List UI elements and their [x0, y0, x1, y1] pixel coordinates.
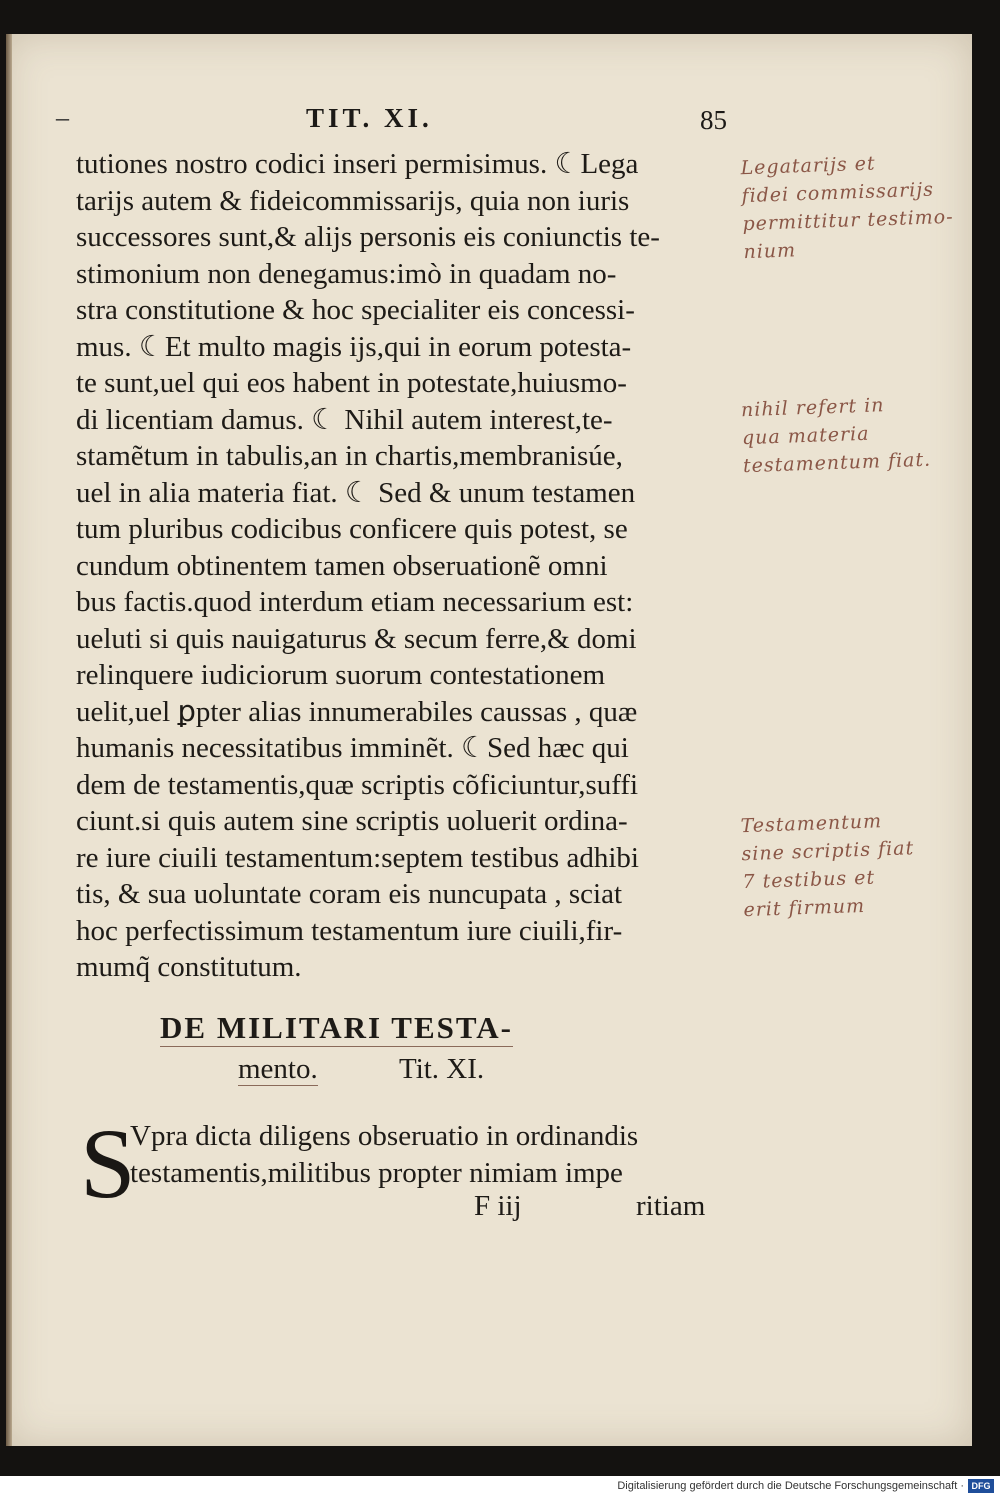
- text-line: hoc perfectissimum testamentum iure ciuili,fir-: [76, 914, 623, 947]
- signature-mark: F iij: [474, 1190, 522, 1222]
- text-line: tarijs autem & fideicommissarijs, quia non iuris: [76, 184, 630, 217]
- folio-number: 85: [700, 105, 727, 135]
- marginal-note-line: Testamentum: [740, 810, 883, 838]
- marginal-note-line: sine scriptis fiat: [741, 837, 915, 866]
- text-line: cundum obtinentem tamen obseruationẽ omni: [76, 549, 608, 582]
- catchword: ritiam: [636, 1190, 706, 1222]
- marginal-note-line: fidei commissarijs: [741, 178, 935, 208]
- text-line: ciunt.si quis autem sine scriptis uoluerit ordina-: [76, 805, 628, 837]
- marginal-note-1: [740, 146, 984, 266]
- dfg-logo-icon[interactable]: DFG: [968, 1479, 994, 1493]
- decorated-initial: S: [80, 1108, 136, 1219]
- text-line: mus. ☾Et multo magis ijs,qui in eorum potesta-: [76, 330, 632, 363]
- main-text-block: [76, 146, 736, 986]
- marginal-note-line: nium: [743, 239, 797, 264]
- running-head-title: TIT. XI.: [306, 103, 433, 133]
- text-line: testamentis,militibus propter nimiam impe: [130, 1156, 623, 1189]
- running-head: [0, 103, 1000, 143]
- text-line: Vpra dicta diligens obseruatio in ordinandis: [130, 1120, 639, 1152]
- text-line: te sunt,uel qui eos habent in potestate,huiusmo-: [76, 367, 627, 399]
- text-line: stra constitutione & hoc specialiter eis concessi-: [76, 294, 635, 326]
- marginal-note-line: permittitur testimo-: [742, 205, 954, 236]
- text-line: stimonium non denegamus:imò in quadam no-: [76, 257, 617, 290]
- text-line: stamẽtum in tabulis,an in chartis,membranisúe,: [76, 440, 623, 472]
- marginal-note-line: qua materia: [741, 422, 870, 450]
- marginal-note-line: nihil refert in: [740, 394, 885, 422]
- marginal-note-line: Legatarijs et: [740, 152, 876, 180]
- text-line: ueluti si quis nauigaturus & secum ferre,& domi: [76, 622, 637, 655]
- marginal-note-line: testamentum fiat.: [742, 448, 932, 478]
- text-line: mumq̃ constitutum.: [76, 951, 302, 983]
- marginal-note-line: 7 testibus et: [742, 866, 876, 894]
- marginal-note-2: [741, 388, 984, 480]
- text-line: humanis necessitatibus imminẽt. ☾Sed hæc qui: [76, 732, 629, 764]
- funding-credit: Digitalisierung gefördert durch die Deutsche Forschungsgemeinschaft ·: [617, 1480, 964, 1492]
- section-heading-line1: DE MILITARI TESTA-: [160, 1010, 513, 1045]
- marginal-note-3: [740, 804, 984, 924]
- text-line: tutiones nostro codici inseri permisimus. ☾Lega: [76, 148, 639, 180]
- text-line: uelit,uel ꝑpter alias innumerabiles caussas , quæ: [76, 695, 638, 728]
- text-line: tis, & sua uoluntate coram eis nuncupata , sciat: [76, 878, 623, 910]
- text-line: uel in alia materia fiat. ☾ Sed & unum testamen: [76, 476, 636, 509]
- text-line: dem de testamentis,quæ scriptis cõficiuntur,suffi: [76, 768, 639, 801]
- section-heading-line2: [160, 1053, 700, 1086]
- marginal-note-line: erit firmum: [743, 894, 866, 922]
- running-head-dash: –: [56, 103, 69, 132]
- section-heading-title-number: Tit. XI.: [399, 1053, 485, 1085]
- section-heading-mento: mento.: [238, 1053, 318, 1085]
- text-line: tum pluribus codicibus conficere quis potest, se: [76, 513, 628, 545]
- section-heading: [160, 1010, 700, 1086]
- text-line: re iure ciuili testamentum:septem testibus adhibi: [76, 841, 639, 874]
- digitization-footer: [0, 1476, 1000, 1498]
- page-spine-edge: [6, 34, 12, 1446]
- new-section-paragraph: [130, 1118, 740, 1191]
- text-line: di licentiam damus. ☾ Nihil autem interest,te-: [76, 403, 613, 436]
- text-line: successores sunt,& alijs personis eis coniunctis te-: [76, 221, 660, 253]
- text-line: bus factis.quod interdum etiam necessarium est:: [76, 586, 634, 618]
- text-line: relinquere iudiciorum suorum contestationem: [76, 659, 606, 691]
